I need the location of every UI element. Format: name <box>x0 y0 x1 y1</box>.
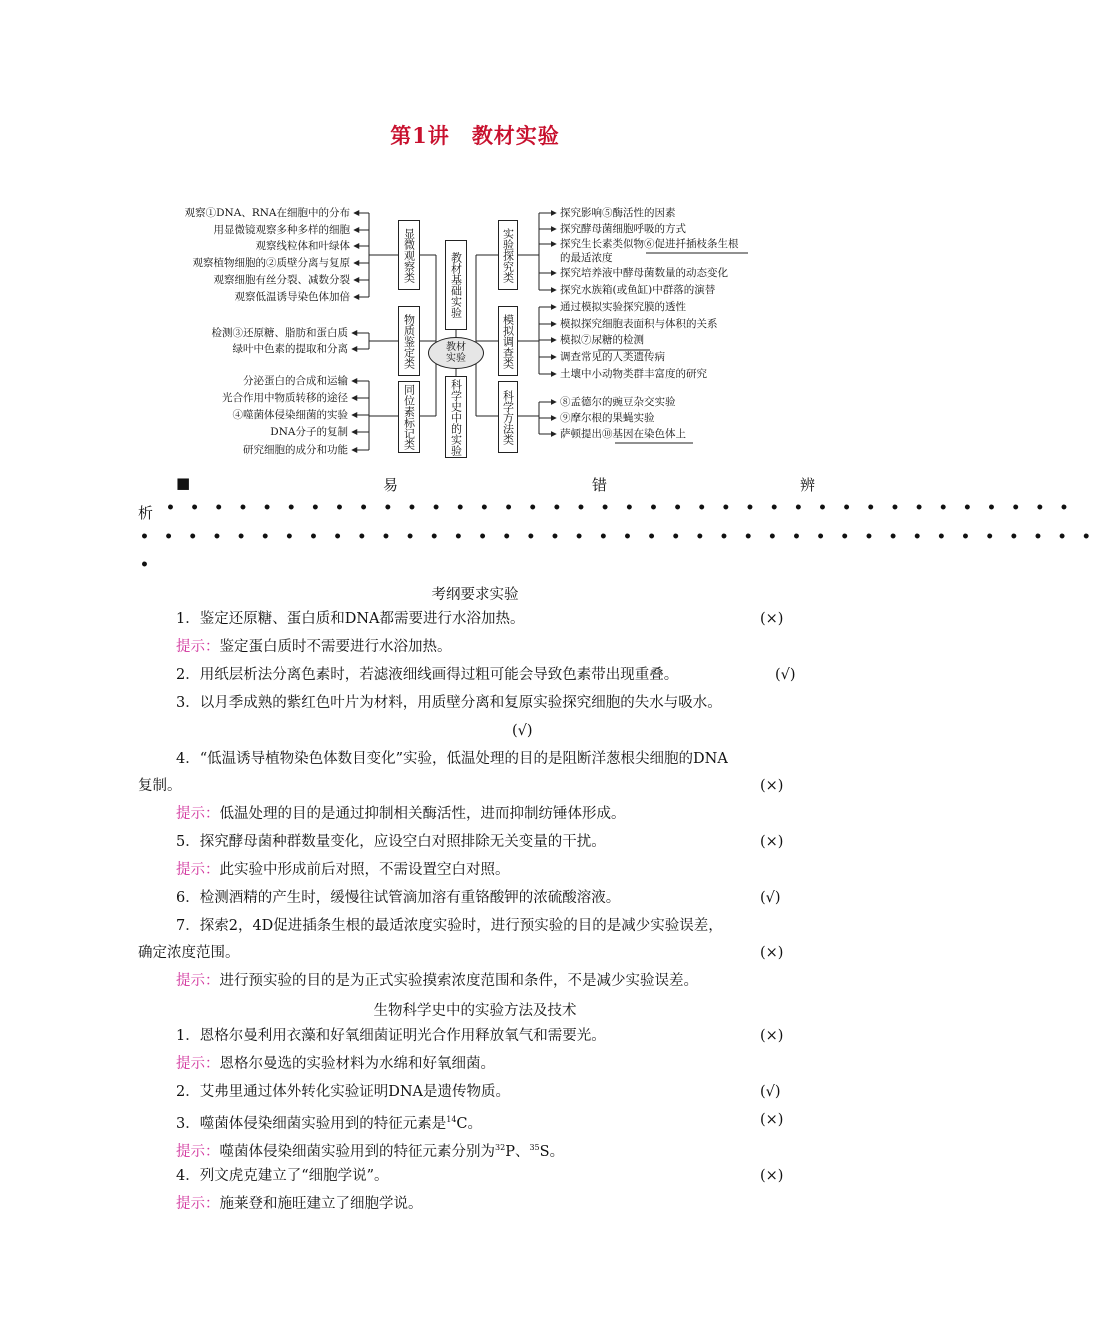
question: 4．列文虎克建立了“细胞学说”。 <box>176 1168 389 1184</box>
map-left-item: 观察低温诱导染色体加倍 <box>234 291 350 303</box>
map-right-item: 通过模拟实验探究膜的透性 <box>560 301 686 313</box>
hint-line <box>176 861 510 879</box>
hint-line <box>176 1195 423 1213</box>
question: 1．鉴定还原糖、蛋白质和DNA都需要进行水浴加热。 <box>176 611 525 627</box>
map-right-item: 的最适浓度 <box>560 252 613 264</box>
answer-mark: (√) <box>760 890 781 906</box>
hint-label: 提示： <box>176 973 220 989</box>
answer-mark: (×) <box>760 778 784 794</box>
map-left-item: 观察细胞有丝分裂、减数分裂 <box>213 274 350 286</box>
map-right-item: ⑨摩尔根的果蝇实验 <box>560 412 655 424</box>
map-left-item: DNA分子的复制 <box>270 426 348 438</box>
hint-line <box>176 1055 495 1073</box>
map-left-item: 检测③还原糖、脂肪和蛋白质 <box>211 327 348 339</box>
question: 1．恩格尔曼利用衣藻和好氧细菌证明光合作用释放氧气和需要光。 <box>176 1028 606 1044</box>
hint-label: 提示： <box>176 862 220 878</box>
map-left-item: 研究细胞的成分和功能 <box>243 444 348 456</box>
box-identify: 物质鉴定类 <box>398 306 420 376</box>
answer-mark: (√) <box>512 723 533 739</box>
question: 7．探索2，4D促进插条生根的最适浓度实验时，进行预实验的目的是减少实验误差， <box>176 918 723 934</box>
box-observe: 显微观察类 <box>398 220 420 290</box>
hint-text: 恩格尔曼选的实验材料为水绵和好氧细菌。 <box>219 1056 495 1072</box>
section-heading-char: 易 <box>383 476 399 494</box>
hint-line: 提示：噬菌体侵染细菌实验用到的特征元素分别为$^{32}$P、$^{35}$S。 <box>176 1143 565 1160</box>
concept-map-lines <box>0 0 950 470</box>
box-method: 科学方法类 <box>498 381 518 453</box>
map-left-item: 绿叶中色素的提取和分离 <box>232 343 348 355</box>
map-right-item: 调查常见的人类遗传病 <box>560 351 665 363</box>
hint-text: 低温处理的目的是通过抑制相关酶活性，进而抑制纺锤体形成。 <box>219 806 626 822</box>
map-left-item: 分泌蛋白的合成和运输 <box>243 375 348 387</box>
hint-text: 此实验中形成前后对照，不需设置空白对照。 <box>219 862 510 878</box>
answer-mark: (×) <box>760 834 784 850</box>
question: 5．探究酵母菌种群数量变化，应设空白对照排除无关变量的干扰。 <box>176 834 606 850</box>
question-cont: 复制。 <box>138 778 182 794</box>
question-cont: 确定浓度范围。 <box>138 945 240 961</box>
subsection-title: 生物科学史中的实验方法及技术 <box>373 1003 577 1019</box>
map-left-item: ④噬菌体侵染细菌的实验 <box>232 409 348 421</box>
answer-mark: (×) <box>760 1168 784 1184</box>
hint-label: 提示： <box>176 1056 220 1072</box>
hint-line <box>176 805 626 823</box>
subsection-title: 考纲要求实验 <box>431 587 519 603</box>
section-heading-char: 析 <box>138 504 154 522</box>
section-heading-char: 错 <box>592 476 608 494</box>
hint-text: 鉴定蛋白质时不需要进行水浴加热。 <box>219 639 452 655</box>
question: 2．用纸层析法分离色素时，若滤液细线画得过粗可能会导致色素带出现重叠。 <box>176 667 679 683</box>
answer-mark: (×) <box>760 1112 784 1128</box>
map-right-item: 萨顿提出⑩基因在染色体上 <box>560 428 686 440</box>
answer-mark: (×) <box>760 945 784 961</box>
center-node: 教材实验 <box>428 337 484 369</box>
answer-mark: (×) <box>760 1028 784 1044</box>
map-left-item: 观察植物细胞的②质壁分离与复原 <box>192 257 350 269</box>
map-left-item: 观察线粒体和叶绿体 <box>255 240 350 252</box>
title-part1: 第1讲 <box>390 123 450 148</box>
map-right-item: 模拟探究细胞表面积与体积的关系 <box>560 318 718 330</box>
box-simulate: 模拟调查类 <box>498 306 518 376</box>
map-right-item: 探究酵母菌细胞呼吸的方式 <box>560 223 686 235</box>
map-left-item: 观察①DNA、RNA在细胞中的分布 <box>184 207 350 219</box>
dot-leader: • <box>140 557 165 573</box>
question: 6．检测酒精的产生时，缓慢往试管滴加溶有重铬酸钾的浓硫酸溶液。 <box>176 890 621 906</box>
hint-label: 提示： <box>176 806 220 822</box>
hint-label: 提示： <box>176 639 220 655</box>
map-right-item: 探究水族箱(或鱼缸)中群落的演替 <box>560 284 716 296</box>
concept-map <box>0 0 950 470</box>
map-right-item: 探究影响⑤酶活性的因素 <box>560 207 676 219</box>
box-isotope: 同位素标记类 <box>398 381 420 453</box>
question: 2．艾弗里通过体外转化实验证明DNA是遗传物质。 <box>176 1084 511 1100</box>
question: 3．以月季成熟的紫红色叶片为材料，用质壁分离和复原实验探究细胞的失水与吸水。 <box>176 695 722 711</box>
hint-line <box>176 638 452 656</box>
box-explore: 实验探究类 <box>498 220 518 290</box>
map-right-item: 土壤中小动物类群丰富度的研究 <box>560 368 707 380</box>
hint-text: 施莱登和施旺建立了细胞学说。 <box>219 1196 423 1212</box>
question: 3．噬菌体侵染细菌实验用到的特征元素是$^{14}$C。 <box>176 1115 483 1132</box>
hint-label: 提示： <box>176 1196 220 1212</box>
question: 4．“低温诱导植物染色体数目变化”实验，低温处理的目的是阻断洋葱根尖细胞的DNA <box>176 751 728 767</box>
map-right-item: 模拟⑦尿糖的检测 <box>560 334 644 346</box>
dot-leader: •••••••••••••••••••••••••••••••••••••••• <box>140 529 1106 545</box>
answer-mark: (√) <box>760 1084 781 1100</box>
section-heading-char: 辨 <box>800 476 816 494</box>
map-left-item: 光合作用中物质转移的途径 <box>222 392 348 404</box>
hint-text: 进行预实验的目的是为正式实验摸索浓度范围和条件，不是减少实验误差。 <box>219 973 698 989</box>
hint-line <box>176 972 698 990</box>
map-right-item: ⑧孟德尔的豌豆杂交实验 <box>560 396 676 408</box>
dot-leader: •••••••••••••••••••••••••••••••••••••• <box>166 500 1084 516</box>
answer-mark: (√) <box>775 667 796 683</box>
map-right-item: 探究生长素类似物⑥促进扦插枝条生根 <box>560 238 739 250</box>
hint-label: 提示： <box>176 1143 220 1160</box>
map-right-item: 探究培养液中酵母菌数量的动态变化 <box>560 267 728 279</box>
map-left-item: 用显微镜观察多种多样的细胞 <box>213 224 350 236</box>
title-part2: 教材实验 <box>471 123 560 148</box>
section-bullet: ■ <box>176 474 191 492</box>
answer-mark: (×) <box>760 611 784 627</box>
box-basic: 教材基础实验 <box>445 240 467 330</box>
box-history: 科学史中的实验 <box>445 376 467 458</box>
